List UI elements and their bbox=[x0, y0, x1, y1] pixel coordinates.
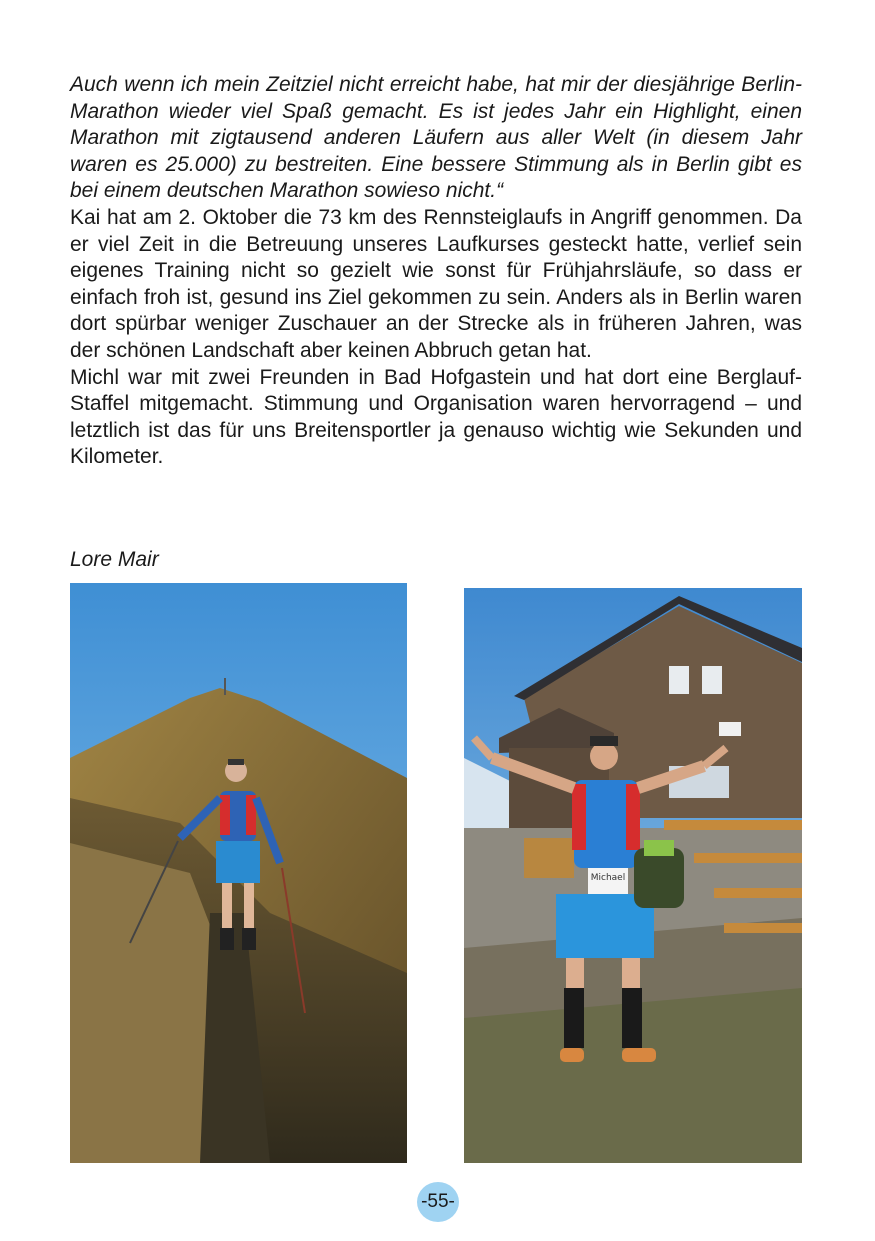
quote-paragraph: Auch wenn ich mein Zeitziel nicht erreicht habe, hat mir der diesjährige Berlin-Marathon wieder viel Spaß gemacht. Es ist jedes Jahr ein Highlight, einen Marathon mit zigtausend anderen Läufern aus aller Welt (in diesem Jahr waren es 25.000) zu bestreiten. Eine bessere Stimmung als in Berlin gibt es bei einem deutschen Marathon sowieso nicht.“ bbox=[70, 73, 802, 203]
bib-label: Michael bbox=[590, 873, 626, 883]
photo-runner-ridge bbox=[70, 583, 407, 1163]
page-number: -55- bbox=[417, 1182, 459, 1222]
paragraph-michl: Michl war mit zwei Freunden in Bad Hofgastein und hat dort eine Berglauf-Staffel mitgemacht. Stimmung und Organisation waren hervorragend – und letztlich ist das für uns Breitensportler ja genauso wichtig wie Sekunden und Kilometer. bbox=[70, 365, 802, 469]
article-body bbox=[70, 72, 802, 471]
photo-runner-hut bbox=[464, 588, 802, 1163]
paragraph-kai: Kai hat am 2. Oktober die 73 km des Rennsteiglaufs in Angriff genommen. Da er viel Zeit in die Betreuung unseres Laufkurses gesteckt hatte, verlief sein eigenes Training nicht so gezielt wie sonst für Frühjahrsläufe, so dass er einfach froh ist, gesund ins Ziel gekommen zu sein. Anders als in Berlin waren dort spürbar weniger Zuschauer an der Strecke als in früheren Jahren, was der schönen Landschaft aber keinen Abbruch getan hat. bbox=[70, 205, 802, 362]
author-signature: Lore Mair bbox=[70, 548, 159, 571]
